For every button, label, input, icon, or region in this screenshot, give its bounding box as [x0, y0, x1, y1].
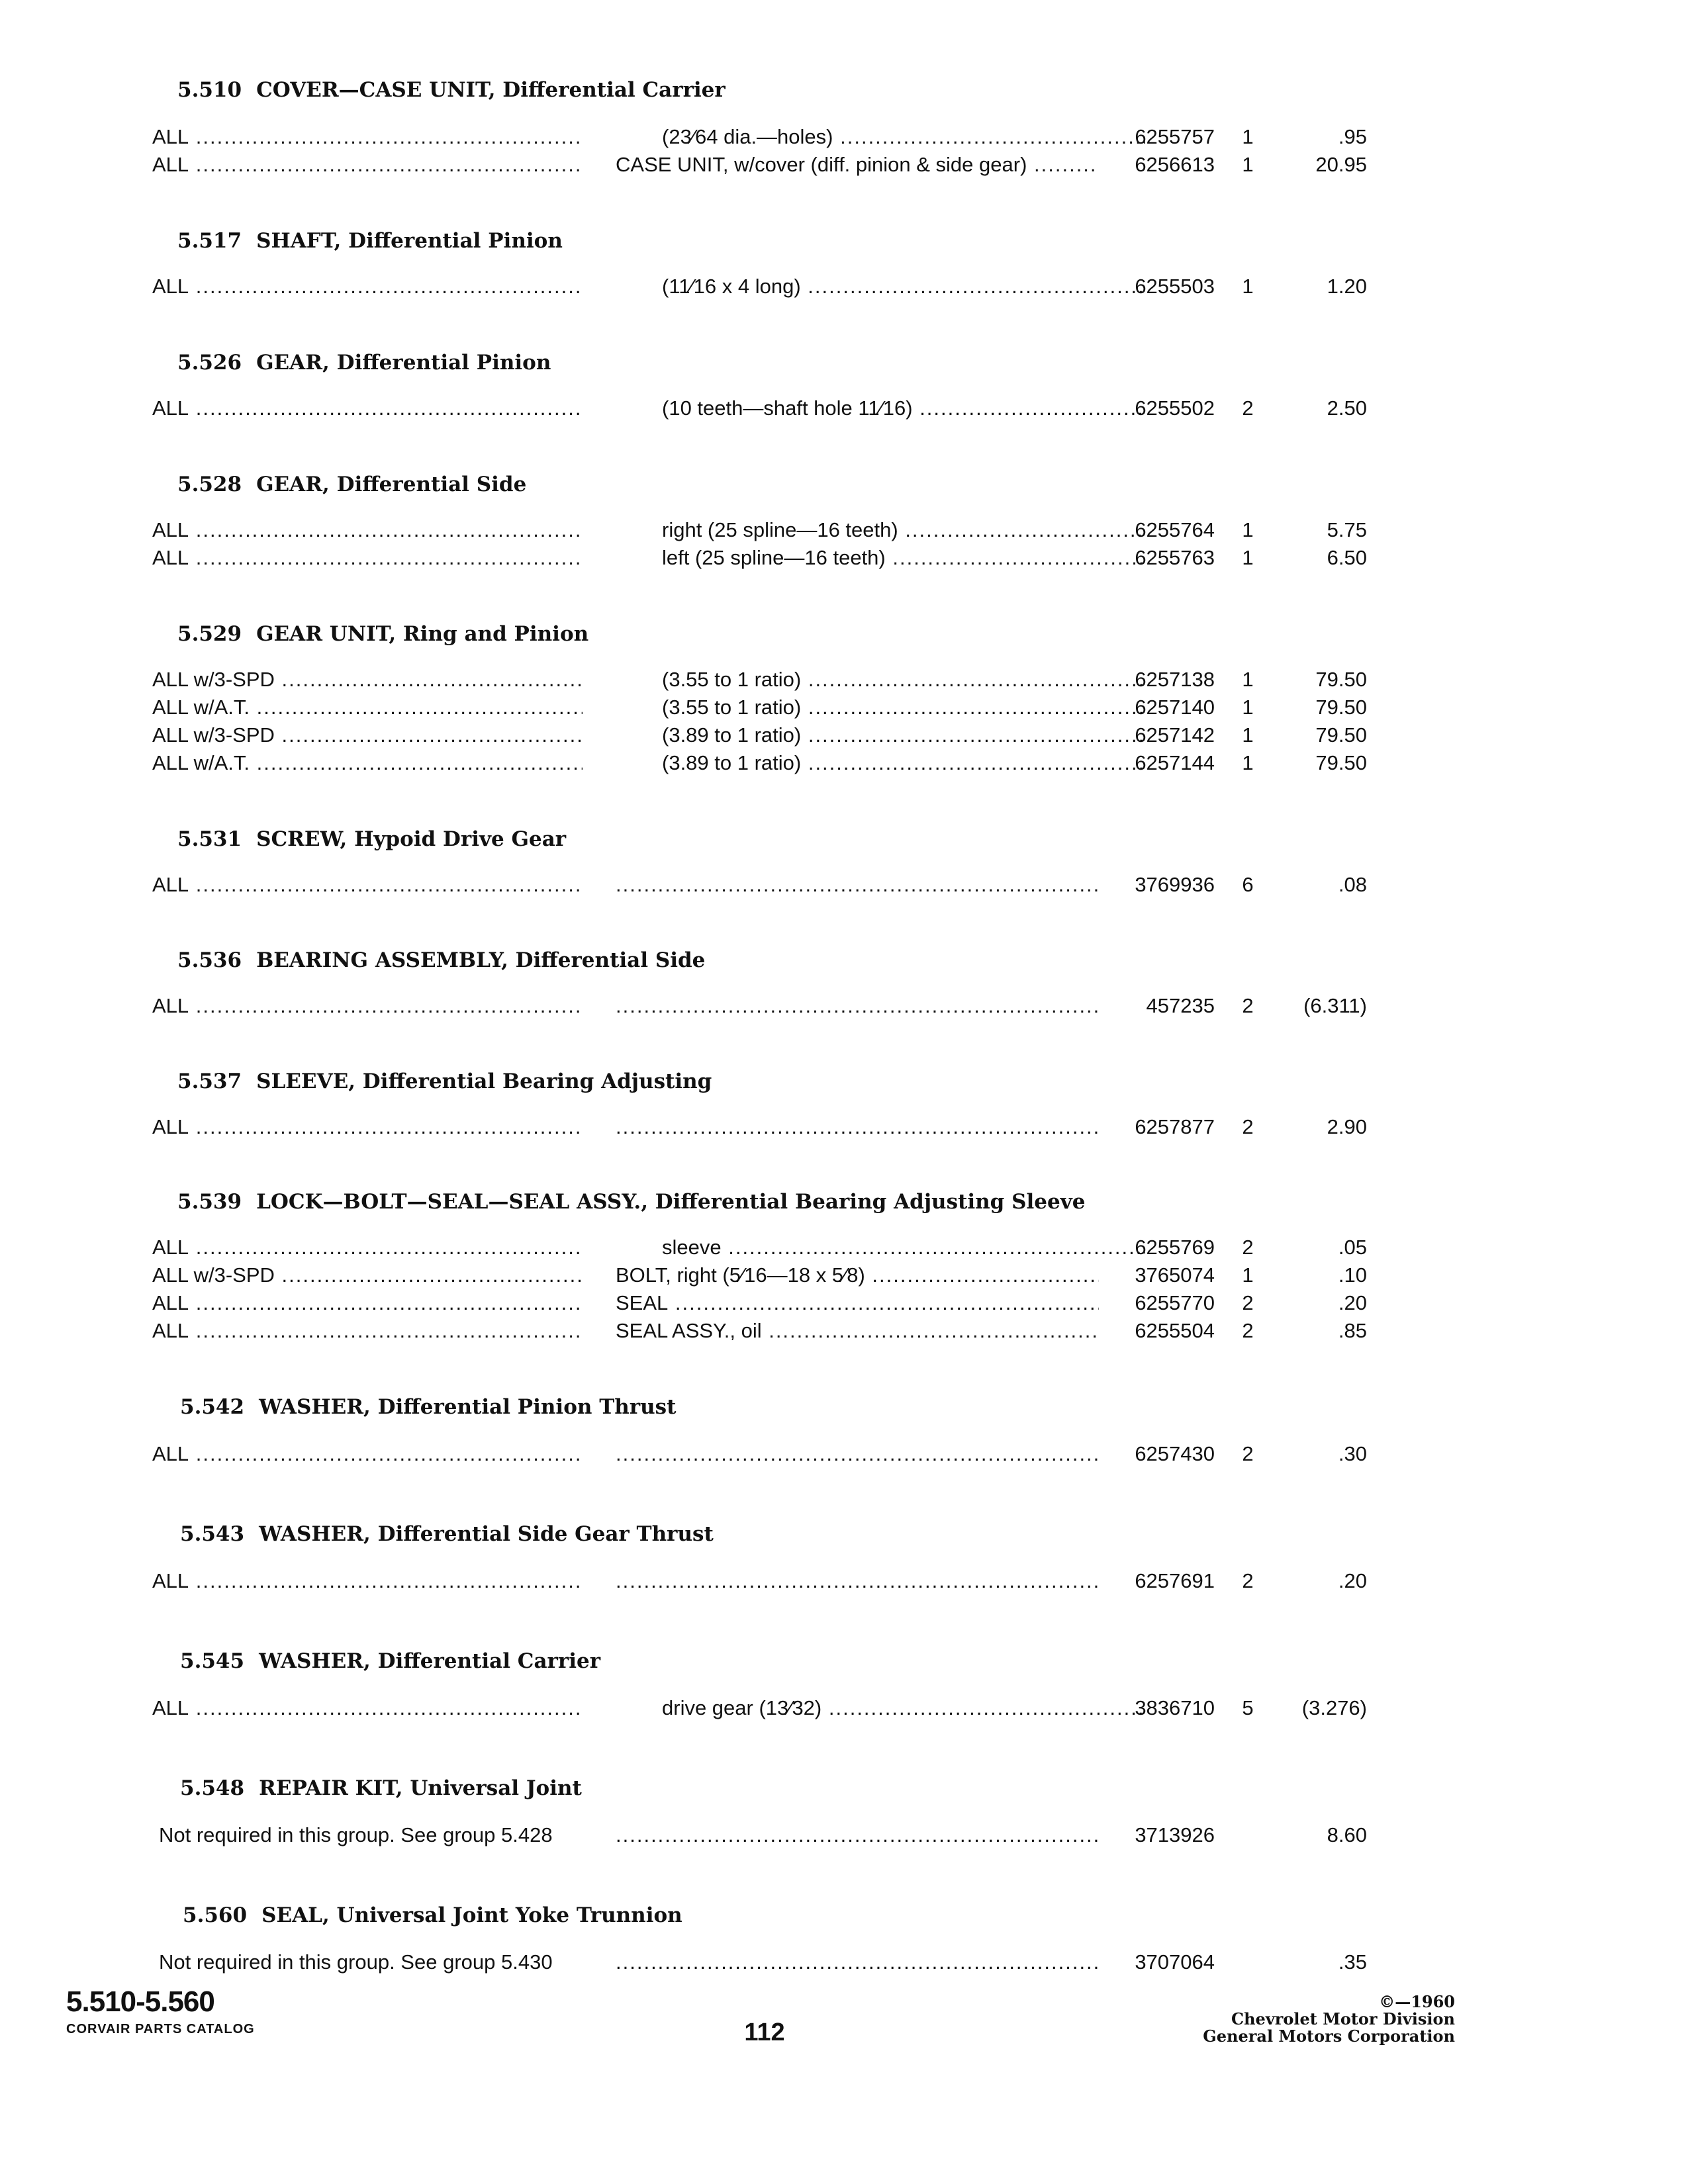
price-cell: .10	[1338, 1263, 1367, 1287]
description-cell: (3.55 to 1 ratio) .....	[616, 694, 1145, 721]
quantity-cell: 1	[1242, 751, 1254, 774]
page-number: 112	[744, 2019, 785, 2046]
table-row	[0, 123, 1688, 151]
description-cell: left (25 spline—16 teeth) .....	[616, 544, 1145, 572]
part-number-cell: 6255764	[1135, 518, 1215, 541]
part-number-cell: 6257430	[1135, 1442, 1215, 1465]
group-name: GEAR, Differential Side	[256, 473, 527, 496]
table-row	[0, 666, 1688, 694]
group-number: 5.517	[177, 229, 242, 253]
group-title	[177, 229, 563, 253]
description-cell: CASE UNIT, w/cover (diff. pinion & side gear) .....	[616, 151, 1099, 179]
table-row	[0, 1567, 1688, 1595]
table-row	[0, 1113, 1688, 1141]
description-cell: drive gear (13⁄32) .....	[616, 1694, 1145, 1722]
quantity-cell: 1	[1242, 696, 1254, 719]
group-title	[180, 1522, 714, 1546]
group-number: 5.528	[177, 473, 242, 496]
price-cell: .95	[1338, 125, 1367, 148]
model-cell: ALL .....	[152, 1113, 583, 1141]
part-number-cell: 6257691	[1135, 1569, 1215, 1592]
quantity-cell: 2	[1242, 994, 1254, 1017]
table-row	[0, 1234, 1688, 1261]
group-title	[180, 1395, 676, 1419]
description-cell	[616, 1567, 1099, 1595]
group-name: LOCK—BOLT—SEAL—SEAL ASSY., Differential Bearing Adjusting Sleeve	[256, 1190, 1086, 1214]
price-cell: .35	[1338, 1950, 1367, 1974]
model-cell: ALL .....	[152, 1440, 583, 1468]
model-cell: ALL .....	[152, 151, 583, 179]
group-title	[177, 1069, 712, 1093]
group-name: SHAFT, Differential Pinion	[256, 229, 563, 253]
quantity-cell: 2	[1242, 1569, 1254, 1592]
price-cell: 2.90	[1327, 1115, 1367, 1138]
description-cell: (23⁄64 dia.—holes) .....	[616, 123, 1145, 151]
catalog-name: CORVAIR PARTS CATALOG	[66, 2022, 255, 2036]
model-cell: ALL .....	[152, 1317, 583, 1345]
model-cell: ALL w/A.T. .....	[152, 749, 583, 777]
group-number: 5.526	[177, 351, 242, 375]
model-cell: ALL w/3-SPD .....	[152, 721, 583, 749]
description-cell	[616, 1948, 1099, 1976]
price-cell: .30	[1338, 1442, 1367, 1465]
model-cell: ALL .....	[152, 1234, 583, 1261]
table-row	[0, 273, 1688, 300]
price-cell: 5.75	[1327, 518, 1367, 541]
group-number: 5.529	[177, 622, 242, 646]
group-name: SLEEVE, Differential Bearing Adjusting	[256, 1069, 712, 1093]
model-cell: ALL .....	[152, 123, 583, 151]
table-row	[0, 871, 1688, 899]
quantity-cell: 1	[1242, 153, 1254, 176]
group-number: 5.560	[183, 1903, 248, 1927]
group-number: 5.545	[180, 1649, 245, 1673]
table-row	[0, 992, 1688, 1020]
table-row	[0, 749, 1688, 777]
part-number-cell: 6255504	[1135, 1319, 1215, 1342]
quantity-cell: 6	[1242, 873, 1254, 896]
part-number-cell: 3836710	[1135, 1696, 1215, 1719]
price-cell: 79.50	[1315, 696, 1367, 719]
table-row	[0, 1289, 1688, 1317]
price-cell: .85	[1338, 1319, 1367, 1342]
group-title	[183, 1903, 682, 1927]
model-cell: ALL .....	[152, 871, 583, 899]
group-title	[180, 1776, 582, 1800]
table-row	[0, 1261, 1688, 1289]
part-number-cell: 6256613	[1135, 153, 1215, 176]
part-number-cell: 457235	[1146, 994, 1215, 1017]
description-cell: (3.89 to 1 ratio) .....	[616, 721, 1145, 749]
part-number-cell: 6255770	[1135, 1291, 1215, 1314]
price-cell: (6.311)	[1303, 994, 1367, 1017]
part-number-cell: 6257140	[1135, 696, 1215, 719]
description-cell	[616, 871, 1099, 899]
quantity-cell: 1	[1242, 546, 1254, 569]
quantity-cell: 2	[1242, 1236, 1254, 1259]
part-number-cell: 3765074	[1135, 1263, 1215, 1287]
group-title	[177, 622, 588, 646]
description-cell: BOLT, right (5⁄16—18 x 5⁄8) .....	[616, 1261, 1099, 1289]
part-number-cell: 6255502	[1135, 396, 1215, 420]
description-cell	[616, 992, 1099, 1020]
group-name: GEAR UNIT, Ring and Pinion	[256, 622, 589, 646]
price-cell: 20.95	[1315, 153, 1367, 176]
description-cell	[616, 1113, 1099, 1141]
copyright-corporation: General Motors Corporation	[1203, 2026, 1455, 2046]
description-cell: (3.89 to 1 ratio) .....	[616, 749, 1145, 777]
price-cell: 1.20	[1327, 275, 1367, 298]
quantity-cell: 2	[1242, 1442, 1254, 1465]
part-number-cell: 6255763	[1135, 546, 1215, 569]
group-number: 5.548	[180, 1776, 245, 1800]
part-number-cell: 6257138	[1135, 668, 1215, 691]
quantity-cell: 2	[1242, 396, 1254, 420]
group-name: REPAIR KIT, Universal Joint	[259, 1776, 582, 1800]
price-cell: 79.50	[1315, 668, 1367, 691]
model-cell: Not required in this group. See group 5.428	[159, 1823, 553, 1846]
table-row	[0, 721, 1688, 749]
part-number-cell: 6257877	[1135, 1115, 1215, 1138]
group-number: 5.543	[180, 1522, 245, 1546]
price-cell: .08	[1338, 873, 1367, 896]
table-row	[0, 1948, 1688, 1976]
group-title	[177, 827, 566, 851]
price-cell: .20	[1338, 1291, 1367, 1314]
part-number-cell: 3713926	[1135, 1823, 1215, 1846]
model-cell: ALL .....	[152, 394, 583, 422]
model-cell: ALL .....	[152, 544, 583, 572]
group-number: 5.539	[177, 1190, 242, 1214]
part-number-cell: 6255769	[1135, 1236, 1215, 1259]
group-name: GEAR, Differential Pinion	[256, 351, 551, 375]
model-cell: ALL .....	[152, 273, 583, 300]
table-row	[0, 516, 1688, 544]
group-name: WASHER, Differential Carrier	[259, 1649, 601, 1673]
description-cell: (11⁄16 x 4 long) .....	[616, 273, 1145, 300]
price-cell: 79.50	[1315, 723, 1367, 747]
quantity-cell: 5	[1242, 1696, 1254, 1719]
part-number-cell: 3707064	[1135, 1950, 1215, 1974]
group-number: 5.542	[180, 1395, 245, 1419]
group-name: WASHER, Differential Side Gear Thrust	[259, 1522, 714, 1546]
group-title	[177, 78, 726, 102]
part-number-cell: 6257144	[1135, 751, 1215, 774]
group-name: COVER—CASE UNIT, Differential Carrier	[256, 78, 726, 102]
model-cell: ALL .....	[152, 516, 583, 544]
quantity-cell: 1	[1242, 1263, 1254, 1287]
quantity-cell: 2	[1242, 1319, 1254, 1342]
description-cell	[616, 1440, 1099, 1468]
quantity-cell: 1	[1242, 723, 1254, 747]
part-number-cell: 6257142	[1135, 723, 1215, 747]
table-row	[0, 1694, 1688, 1722]
model-cell: ALL .....	[152, 992, 583, 1020]
copyright-year: ©—1960	[1379, 1992, 1455, 2011]
quantity-cell: 2	[1242, 1291, 1254, 1314]
price-cell: 6.50	[1327, 546, 1367, 569]
model-cell: ALL .....	[152, 1289, 583, 1317]
model-cell: Not required in this group. See group 5.430	[159, 1950, 553, 1974]
table-row	[0, 1821, 1688, 1849]
group-number: 5.536	[177, 948, 242, 972]
quantity-cell: 1	[1242, 518, 1254, 541]
group-number: 5.510	[177, 78, 242, 102]
group-name: SEAL, Universal Joint Yoke Trunnion	[261, 1903, 682, 1927]
group-name: WASHER, Differential Pinion Thrust	[259, 1395, 677, 1419]
description-cell	[616, 1821, 1099, 1849]
price-cell: 8.60	[1327, 1823, 1367, 1846]
copyright-division: Chevrolet Motor Division	[1231, 2009, 1455, 2028]
table-row	[0, 544, 1688, 572]
group-title	[177, 351, 551, 375]
model-cell: ALL .....	[152, 1694, 583, 1722]
price-cell: .05	[1338, 1236, 1367, 1259]
table-row	[0, 1317, 1688, 1345]
table-row	[0, 694, 1688, 721]
quantity-cell: 1	[1242, 668, 1254, 691]
quantity-cell: 2	[1242, 1115, 1254, 1138]
group-number: 5.537	[177, 1069, 242, 1093]
description-cell: right (25 spline—16 teeth) .....	[616, 516, 1145, 544]
model-cell: ALL w/A.T. .....	[152, 694, 583, 721]
table-row	[0, 1440, 1688, 1468]
table-row	[0, 151, 1688, 179]
price-cell: (3.276)	[1301, 1696, 1367, 1719]
price-cell: 79.50	[1315, 751, 1367, 774]
group-number: 5.531	[177, 827, 242, 851]
model-cell: ALL .....	[152, 1567, 583, 1595]
part-number-cell: 3769936	[1135, 873, 1215, 896]
price-cell: 2.50	[1327, 396, 1367, 420]
group-range-code: 5.510-5.560	[66, 1985, 214, 2018]
quantity-cell: 1	[1242, 125, 1254, 148]
description-cell: SEAL ASSY., oil .....	[616, 1317, 1099, 1345]
part-number-cell: 6255503	[1135, 275, 1215, 298]
group-title	[177, 948, 705, 972]
table-row	[0, 394, 1688, 422]
description-cell: (3.55 to 1 ratio) .....	[616, 666, 1145, 694]
model-cell: ALL w/3-SPD .....	[152, 1261, 583, 1289]
model-cell: ALL w/3-SPD .....	[152, 666, 583, 694]
group-title	[177, 1190, 1085, 1214]
description-cell: sleeve .....	[616, 1234, 1145, 1261]
group-title	[180, 1649, 600, 1673]
group-name: BEARING ASSEMBLY, Differential Side	[256, 948, 706, 972]
description-cell: (10 teeth—shaft hole 11⁄16) .....	[616, 394, 1145, 422]
quantity-cell: 1	[1242, 275, 1254, 298]
description-cell: SEAL .....	[616, 1289, 1099, 1317]
group-name: SCREW, Hypoid Drive Gear	[256, 827, 567, 851]
part-number-cell: 6255757	[1135, 125, 1215, 148]
group-title	[177, 473, 526, 496]
price-cell: .20	[1338, 1569, 1367, 1592]
